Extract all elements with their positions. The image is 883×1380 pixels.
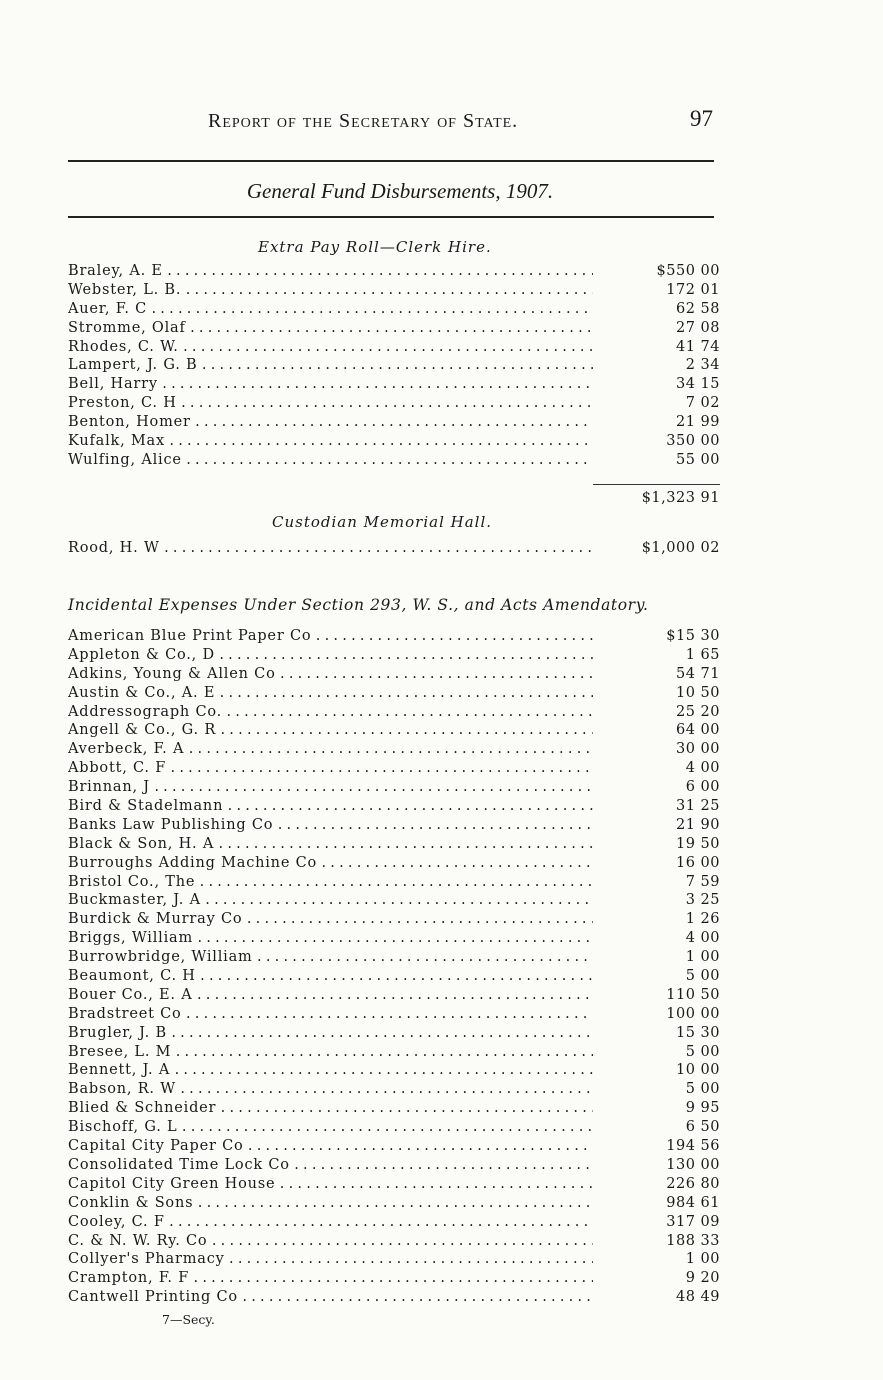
list-item — [68, 1269, 720, 1288]
list-item — [68, 967, 720, 986]
list-item — [68, 1118, 720, 1137]
amount: 21 90 — [675, 816, 720, 833]
payee-name: Beaumont, C. H . . . — [68, 967, 593, 986]
list-item — [68, 1250, 720, 1269]
amount: 2 34 — [685, 357, 720, 374]
list-item — [68, 873, 720, 892]
payee-name: Preston, C. H . . . — [68, 394, 593, 413]
amount: 172 01 — [666, 281, 720, 298]
signature-mark: 7—Secy. — [162, 1312, 215, 1327]
amount: 15 30 — [675, 1024, 720, 1041]
clerk-hire-total: $1,323 91 — [641, 490, 720, 506]
payee-name: Bristol Co., The . . . — [68, 873, 593, 892]
list-item — [68, 356, 720, 375]
payee-name: Cantwell Printing Co . . . — [68, 1288, 593, 1307]
list-item — [68, 375, 720, 394]
payee-name: Bouer Co., E. A . . . — [68, 986, 593, 1005]
list-item — [68, 1288, 720, 1307]
amount: 7 02 — [685, 395, 720, 412]
payee-name: Blied & Schneider . . . — [68, 1099, 593, 1118]
amount: 30 00 — [675, 741, 720, 758]
list-item — [68, 854, 720, 873]
amount: 1 00 — [685, 949, 720, 966]
amount: 9 20 — [685, 1270, 720, 1287]
payee-name: Austin & Co., A. E . . . — [68, 684, 593, 703]
list-item — [68, 300, 720, 319]
list-item — [68, 1061, 720, 1080]
amount: 5 00 — [685, 968, 720, 985]
payee-name: Averbeck, F. A . . . — [68, 740, 593, 759]
payee-name: Lampert, J. G. B . . . — [68, 356, 593, 375]
section-title-memorial-hall: Custodian Memorial Hall. — [272, 513, 493, 531]
list-item — [68, 948, 720, 967]
list-item — [68, 1213, 720, 1232]
payee-name: Appleton & Co., D . . . — [68, 646, 593, 665]
list-item — [68, 627, 720, 646]
amount: 1 26 — [685, 911, 720, 928]
amount: 10 00 — [675, 1062, 720, 1079]
amount: 984 61 — [666, 1194, 720, 1211]
amount: 350 00 — [666, 433, 720, 450]
amount: 16 00 — [675, 854, 720, 871]
payee-name: Consolidated Time Lock Co . . . — [68, 1156, 593, 1175]
list-item — [68, 451, 720, 470]
list-item — [68, 539, 720, 558]
amount: 4 00 — [685, 930, 720, 947]
payee-name: Black & Son, H. A . . . — [68, 835, 593, 854]
memorial-hall-list — [68, 539, 720, 558]
list-item — [68, 835, 720, 854]
list-item — [68, 986, 720, 1005]
payee-name: Brugler, J. B . . . — [68, 1024, 593, 1043]
amount: 27 08 — [675, 319, 720, 336]
list-item — [68, 1024, 720, 1043]
amount: 41 74 — [675, 338, 720, 355]
payee-name: Rood, H. W . . . — [68, 539, 593, 558]
list-item — [68, 432, 720, 451]
amount: 10 50 — [675, 684, 720, 701]
payee-name: C. & N. W. Ry. Co . . . — [68, 1232, 593, 1251]
clerk-hire-total-rule — [593, 484, 720, 485]
list-item — [68, 721, 720, 740]
payee-name: Brinnan, J . . . — [68, 778, 593, 797]
list-item — [68, 740, 720, 759]
list-item — [68, 684, 720, 703]
amount: $15 30 — [666, 628, 720, 644]
amount: 62 58 — [675, 300, 720, 317]
list-item — [68, 665, 720, 684]
payee-name: Braley, A. E . . . — [68, 262, 593, 281]
amount: 4 00 — [685, 760, 720, 777]
payee-name: Addressograph Co. . . . — [68, 703, 593, 722]
payee-name: Bird & Stadelmann . . . — [68, 797, 593, 816]
payee-name: Bell, Harry . . . — [68, 375, 593, 394]
payee-name: Capitol City Green House . . . — [68, 1175, 593, 1194]
fund-title: General Fund Disbursements, 1907. — [246, 179, 554, 203]
amount: 1 00 — [685, 1251, 720, 1268]
amount: 317 09 — [666, 1213, 720, 1230]
payee-name: Briggs, William . . . — [68, 929, 593, 948]
amount: $1,000 02 — [641, 540, 720, 556]
amount: 1 65 — [685, 646, 720, 663]
amount: 194 56 — [666, 1138, 720, 1155]
list-item — [68, 338, 720, 357]
clerk-hire-list — [68, 262, 720, 470]
payee-name: Burdick & Murray Co . . . — [68, 910, 593, 929]
payee-name: Capital City Paper Co . . . — [68, 1137, 593, 1156]
header-rule-bottom — [68, 216, 714, 218]
amount: 19 50 — [675, 835, 720, 852]
payee-name: Abbott, C. F . . . — [68, 759, 593, 778]
amount: 55 00 — [675, 451, 720, 468]
amount: 34 15 — [675, 376, 720, 393]
amount: 5 00 — [685, 1081, 720, 1098]
amount: 9 95 — [685, 1100, 720, 1117]
list-item — [68, 891, 720, 910]
payee-name: Bresee, L. M . . . — [68, 1043, 593, 1062]
payee-name: Collyer's Pharmacy . . . — [68, 1250, 593, 1269]
payee-name: Conklin & Sons . . . — [68, 1194, 593, 1213]
list-item — [68, 281, 720, 300]
amount: 5 00 — [685, 1043, 720, 1060]
payee-name: Wulfing, Alice . . . — [68, 451, 593, 470]
payee-name: American Blue Print Paper Co . . . — [68, 627, 593, 646]
list-item — [68, 778, 720, 797]
amount: 6 50 — [685, 1119, 720, 1136]
page-number: 97 — [690, 106, 713, 131]
payee-name: Kufalk, Max . . . — [68, 432, 593, 451]
header-rule-top — [68, 160, 714, 162]
list-item — [68, 759, 720, 778]
payee-name: Auer, F. C . . . — [68, 300, 593, 319]
amount: 100 00 — [666, 1005, 720, 1022]
payee-name: Angell & Co., G. R . . . — [68, 721, 593, 740]
list-item — [68, 1156, 720, 1175]
list-item — [68, 394, 720, 413]
payee-name: Burrowbridge, William . . . — [68, 948, 593, 967]
list-item — [68, 1099, 720, 1118]
section-title-clerk-hire: Extra Pay Roll—Clerk Hire. — [258, 238, 492, 256]
list-item — [68, 1137, 720, 1156]
list-item — [68, 1043, 720, 1062]
list-item — [68, 1232, 720, 1251]
payee-name: Bennett, J. A . . . — [68, 1061, 593, 1080]
amount: 130 00 — [666, 1156, 720, 1173]
payee-name: Rhodes, C. W. . . . — [68, 338, 593, 357]
payee-name: Banks Law Publishing Co . . . — [68, 816, 593, 835]
list-item — [68, 646, 720, 665]
amount: 21 99 — [675, 414, 720, 431]
amount: $550 00 — [656, 263, 720, 279]
list-item — [68, 797, 720, 816]
payee-name: Cooley, C. F . . . — [68, 1213, 593, 1232]
running-head: Report of the Secretary of State. — [208, 110, 519, 132]
amount: 48 49 — [675, 1289, 720, 1306]
amount: 64 00 — [675, 722, 720, 739]
section-title-incidental: Incidental Expenses Under Section 293, W. S., and Acts Amendatory. — [68, 596, 649, 614]
list-item — [68, 816, 720, 835]
payee-name: Crampton, F. F . . . — [68, 1269, 593, 1288]
payee-name: Bradstreet Co . . . — [68, 1005, 593, 1024]
payee-name: Babson, R. W . . . — [68, 1080, 593, 1099]
list-item — [68, 1194, 720, 1213]
list-item — [68, 929, 720, 948]
amount: 31 25 — [675, 798, 720, 815]
payee-name: Bischoff, G. L . . . — [68, 1118, 593, 1137]
amount: 188 33 — [666, 1232, 720, 1249]
list-item — [68, 1175, 720, 1194]
amount: 6 00 — [685, 779, 720, 796]
payee-name: Benton, Homer . . . — [68, 413, 593, 432]
payee-name: Buckmaster, J. A . . . — [68, 891, 593, 910]
list-item — [68, 319, 720, 338]
amount: 226 80 — [666, 1175, 720, 1192]
payee-name: Webster, L. B. . . . — [68, 281, 593, 300]
list-item — [68, 1080, 720, 1099]
list-item — [68, 262, 720, 281]
payee-name: Adkins, Young & Allen Co . . . — [68, 665, 593, 684]
list-item — [68, 910, 720, 929]
payee-name: Stromme, Olaf . . . — [68, 319, 593, 338]
list-item — [68, 1005, 720, 1024]
amount: 110 50 — [666, 986, 720, 1003]
amount: 7 59 — [685, 873, 720, 890]
amount: 25 20 — [675, 703, 720, 720]
list-item — [68, 703, 720, 722]
list-item — [68, 413, 720, 432]
amount: 54 71 — [675, 665, 720, 682]
payee-name: Burroughs Adding Machine Co . . . — [68, 854, 593, 873]
incidental-list — [68, 627, 720, 1307]
amount: 3 25 — [685, 892, 720, 909]
